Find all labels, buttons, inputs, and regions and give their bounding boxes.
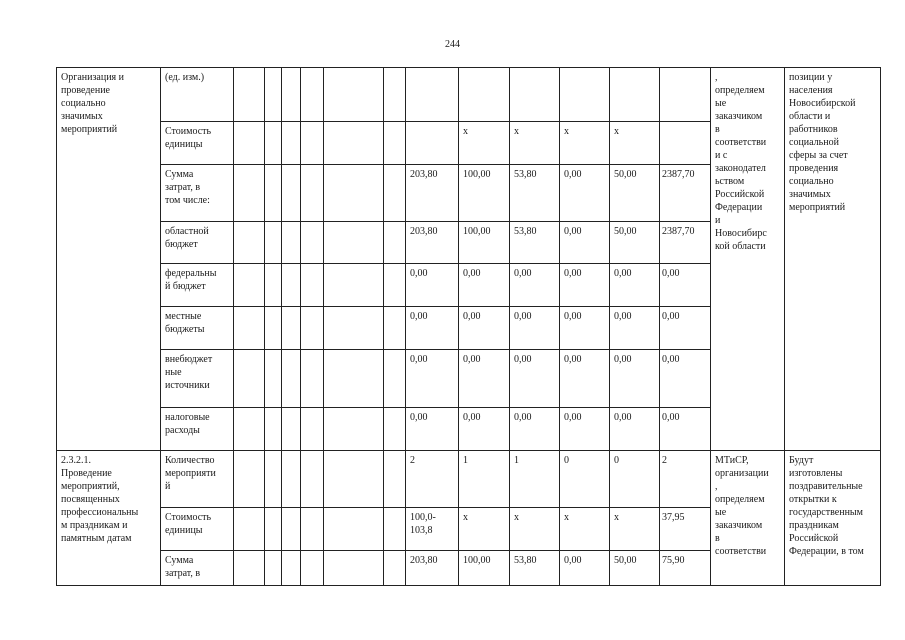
value-cell: 0,00 xyxy=(660,350,711,408)
value-cell: 100,0- 103,8 xyxy=(406,508,459,551)
value-cell: х xyxy=(560,122,610,165)
value-cell: х xyxy=(610,122,660,165)
value-cell: 0,00 xyxy=(560,264,610,307)
value-cell: 203,80 xyxy=(406,165,459,222)
value-cell: 100,00 xyxy=(459,551,510,586)
value-cell: 0,00 xyxy=(459,264,510,307)
value-cell: х xyxy=(610,508,660,551)
indicator-label: областной бюджет xyxy=(161,222,234,264)
indicator-label: налоговые расходы xyxy=(161,408,234,451)
value-cell: 1 xyxy=(459,451,510,508)
table-row xyxy=(57,451,881,508)
executor-cell: , определяем ые заказчиком в соответстви и с законодател ьством Российской Федерации и Новосибирс кой области xyxy=(711,68,785,451)
value-cell: 0,00 xyxy=(459,350,510,408)
value-cell: 0,00 xyxy=(510,307,560,350)
value-cell: х xyxy=(459,508,510,551)
value-cell xyxy=(660,122,711,165)
value-cell: 0,00 xyxy=(560,551,610,586)
value-cell: 53,80 xyxy=(510,222,560,264)
value-cell: 100,00 xyxy=(459,222,510,264)
value-cell: 0,00 xyxy=(560,165,610,222)
value-cell: 2387,70 xyxy=(660,165,711,222)
value-cell: х xyxy=(510,508,560,551)
value-cell: 0,00 xyxy=(660,408,711,451)
value-cell: 53,80 xyxy=(510,165,560,222)
value-cell: 0,00 xyxy=(510,408,560,451)
value-cell: 2387,70 xyxy=(660,222,711,264)
value-cell: 37,95 xyxy=(660,508,711,551)
value-cell: х xyxy=(459,122,510,165)
value-cell: 0,00 xyxy=(510,264,560,307)
value-cell: 0,00 xyxy=(660,264,711,307)
value-cell: 0,00 xyxy=(660,307,711,350)
value-cell: 75,90 xyxy=(660,551,711,586)
activity-name-cell: 2.3.2.1. Проведение мероприятий, посвященных профессиональны м праздникам и памятным датам xyxy=(57,451,161,586)
value-cell: 0 xyxy=(560,451,610,508)
value-cell xyxy=(406,122,459,165)
indicator-label: Стоимость единицы xyxy=(161,122,234,165)
value-cell: 50,00 xyxy=(610,222,660,264)
value-cell: 0,00 xyxy=(459,307,510,350)
value-cell: 0,00 xyxy=(560,408,610,451)
value-cell: 50,00 xyxy=(610,165,660,222)
value-cell: 2 xyxy=(660,451,711,508)
value-cell xyxy=(459,68,510,122)
value-cell: 0,00 xyxy=(406,307,459,350)
indicator-label: внебюджет ные источники xyxy=(161,350,234,408)
value-cell xyxy=(406,68,459,122)
value-cell: 0,00 xyxy=(406,350,459,408)
value-cell: 0,00 xyxy=(610,307,660,350)
value-cell: 1 xyxy=(510,451,560,508)
indicator-label: федеральны й бюджет xyxy=(161,264,234,307)
indicator-label: (ед. изм.) xyxy=(161,68,234,122)
value-cell: 0,00 xyxy=(610,408,660,451)
indicator-label: местные бюджеты xyxy=(161,307,234,350)
value-cell: 0,00 xyxy=(459,408,510,451)
value-cell: 203,80 xyxy=(406,551,459,586)
executor-cell: МТиСР, организации , определяем ые заказчиком в соответстви xyxy=(711,451,785,586)
value-cell xyxy=(510,68,560,122)
value-cell xyxy=(560,68,610,122)
value-cell: 2 xyxy=(406,451,459,508)
value-cell: 0,00 xyxy=(406,264,459,307)
indicator-label: Сумма затрат, в том числе: xyxy=(161,165,234,222)
table-row xyxy=(57,68,881,122)
value-cell: 53,80 xyxy=(510,551,560,586)
page-number: 244 xyxy=(445,39,460,50)
indicator-label: Стоимость единицы xyxy=(161,508,234,551)
value-cell: 0,00 xyxy=(510,350,560,408)
value-cell: 0,00 xyxy=(406,408,459,451)
activity-name-cell: Организация и проведение социально значимых мероприятий xyxy=(57,68,161,451)
indicator-label: Сумма затрат, в xyxy=(161,551,234,586)
program-activities-table xyxy=(56,67,881,586)
value-cell: 0,00 xyxy=(610,350,660,408)
value-cell: 0,00 xyxy=(610,264,660,307)
value-cell xyxy=(610,68,660,122)
value-cell: х xyxy=(510,122,560,165)
value-cell: х xyxy=(560,508,610,551)
value-cell xyxy=(660,68,711,122)
indicator-label: Количество мероприяти й xyxy=(161,451,234,508)
value-cell: 100,00 xyxy=(459,165,510,222)
value-cell: 0 xyxy=(610,451,660,508)
expected-result-cell: позиции у населения Новосибирской области и работников социальной сферы за счет проведения социально значимых мероприятий xyxy=(785,68,881,451)
expected-result-cell: Будут изготовлены поздравительные открытки к государственным праздникам Российской Федерации, в том xyxy=(785,451,881,586)
value-cell: 0,00 xyxy=(560,350,610,408)
value-cell: 0,00 xyxy=(560,222,610,264)
value-cell: 0,00 xyxy=(560,307,610,350)
value-cell: 203,80 xyxy=(406,222,459,264)
value-cell: 50,00 xyxy=(610,551,660,586)
